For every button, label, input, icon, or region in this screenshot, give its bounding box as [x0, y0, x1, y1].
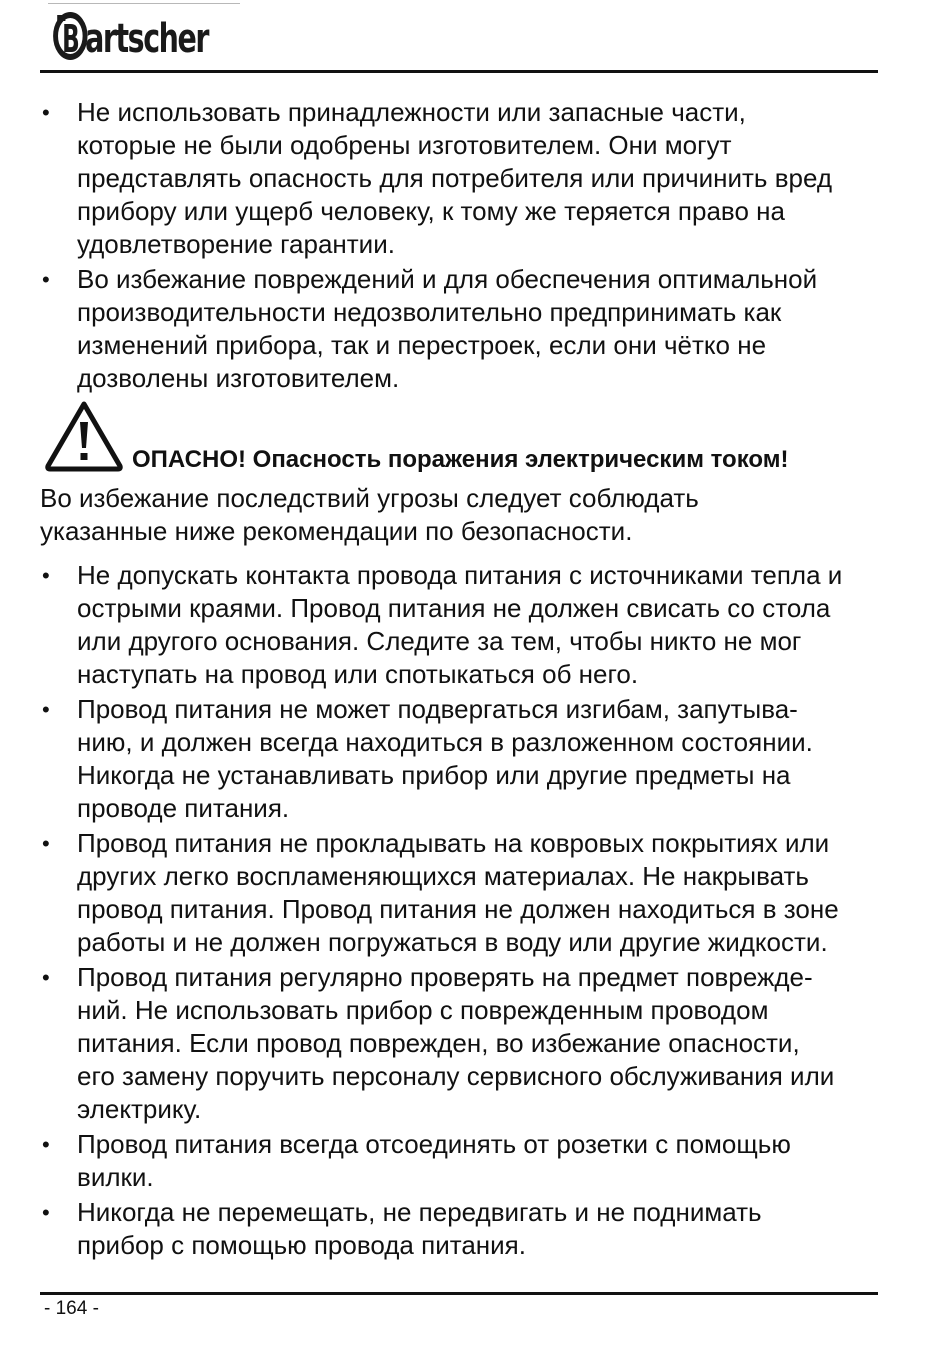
- bullet-icon: •: [42, 697, 50, 722]
- power-cord-rules-list: [40, 559, 920, 1264]
- list-item-line: Провод питания не прокладывать на ковровых покрытиях или: [77, 828, 830, 858]
- bullet-icon: •: [42, 563, 50, 588]
- accessory-rules-list: [40, 96, 920, 397]
- warning-triangle-icon: [44, 400, 124, 472]
- list-item-line: изменений прибора, так и перестроек, если они чётко не: [77, 330, 767, 360]
- list-item-line: питания. Если провод поврежден, во избежание опасности,: [77, 1028, 800, 1058]
- list-item-line: вилки.: [77, 1162, 154, 1192]
- list-item-line: проводе питания.: [77, 793, 290, 823]
- bullet-icon: •: [42, 1200, 50, 1225]
- list-item-line: представлять опасность для потребителя или причинить вред: [77, 163, 833, 193]
- logo-top-line: [48, 3, 240, 4]
- page-number: - 164 -: [44, 1298, 99, 1319]
- list-item: [40, 96, 920, 261]
- warning-intro: [40, 482, 900, 548]
- list-item-line: производительности недозволительно предпринимать как: [77, 297, 782, 327]
- list-item-line: других легко воспламеняющихся материалах. Не накрывать: [77, 861, 809, 891]
- danger-warning-heading: [44, 400, 904, 480]
- bullet-icon: •: [42, 267, 50, 292]
- list-item: [40, 1196, 920, 1262]
- svg-text:B: B: [62, 18, 79, 62]
- list-item-line: Провод питания регулярно проверять на предмет поврежде-: [77, 962, 813, 992]
- list-item-line: Провод питания всегда отсоединять от розетки с помощью: [77, 1129, 791, 1159]
- list-item-line: работы и не должен погружаться в воду или другие жидкости.: [77, 927, 828, 957]
- warning-intro-line: Во избежание последствий угрозы следует соблюдать: [40, 483, 699, 513]
- list-item-line: дозволены изготовителем.: [77, 363, 400, 393]
- brand-logo: [44, 6, 254, 68]
- list-item-line: Не использовать принадлежности или запасные части,: [77, 97, 746, 127]
- list-item: [40, 693, 920, 825]
- list-item-line: нию, и должен всегда находиться в разложенном состоянии.: [77, 727, 813, 757]
- list-item-line: ний. Не использовать прибор с поврежденным проводом: [77, 995, 769, 1025]
- bullet-icon: •: [42, 831, 50, 856]
- list-item-line: прибору или ущерб человеку, к тому же теряется право на: [77, 196, 785, 226]
- list-item-line: которые не были одобрены изготовителем. Они могут: [77, 130, 732, 160]
- list-item-line: Во избежание повреждений и для обеспечения оптимальной: [77, 264, 818, 294]
- list-item-line: провод питания. Провод питания не должен находиться в зоне: [77, 894, 839, 924]
- list-item: [40, 961, 920, 1126]
- list-item-line: Не допускать контакта провода питания с источниками тепла и: [77, 560, 843, 590]
- list-item-line: Провод питания не может подвергаться изгибам, запутыва-: [77, 694, 798, 724]
- list-item: [40, 1128, 920, 1194]
- warning-intro-line: указанные ниже рекомендации по безопасности.: [40, 516, 633, 546]
- list-item-line: прибор с помощью провода питания.: [77, 1230, 526, 1260]
- list-item-line: Никогда не перемещать, не передвигать и не поднимать: [77, 1197, 762, 1227]
- list-item-line: его замену поручить персоналу сервисного обслуживания или: [77, 1061, 835, 1091]
- list-item-line: электрику.: [77, 1094, 202, 1124]
- list-item-line: наступать на провод или спотыкаться об него.: [77, 659, 639, 689]
- footer-rule: [40, 1292, 878, 1295]
- bullet-icon: •: [42, 1132, 50, 1157]
- bullet-icon: •: [42, 100, 50, 125]
- list-item-line: удовлетворение гарантии.: [77, 229, 395, 259]
- bullet-icon: •: [42, 965, 50, 990]
- warning-title: ОПАСНО! Опасность поражения электрическим током!: [132, 446, 789, 473]
- list-item: [40, 263, 920, 395]
- bartscher-logo-icon: [52, 6, 241, 62]
- list-item: [40, 559, 920, 691]
- list-item-line: острыми краями. Провод питания не должен свисать со стола: [77, 593, 831, 623]
- list-item-line: или другого основания. Следите за тем, чтобы никто не мог: [77, 626, 802, 656]
- list-item: [40, 827, 920, 959]
- list-item-line: Никогда не устанавливать прибор или другие предметы на: [77, 760, 791, 790]
- header-rule: [40, 70, 878, 73]
- svg-text:artscher: artscher: [85, 14, 210, 62]
